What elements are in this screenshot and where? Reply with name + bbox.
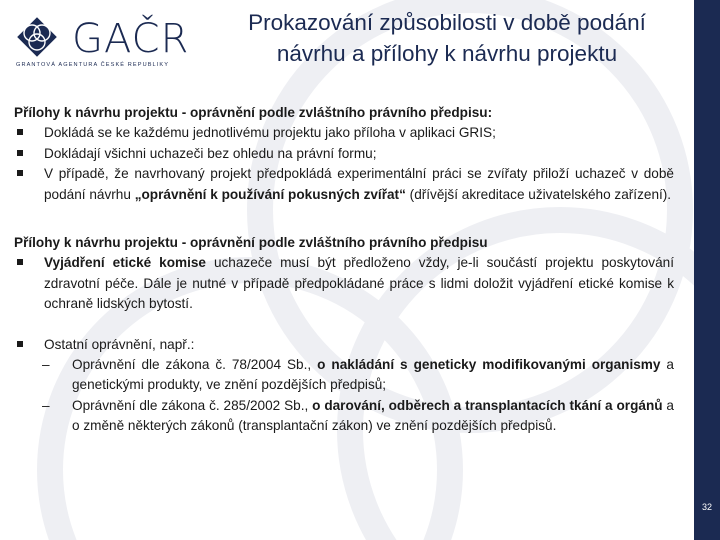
section2-heading: Přílohy k návrhu projektu - oprávnění podle zvláštního právního předpisu: [14, 235, 488, 251]
sub-item-transplant: [14, 396, 674, 437]
slide-content: [14, 103, 674, 437]
transplant-bold: o darování, odběrech a transplantacích tkání a orgánů: [312, 397, 663, 413]
gmo-suffix: a genetickými produkty, ve znění pozdějších předpisů;: [72, 357, 674, 393]
ethics-committee-bold: Vyjádření etické komise: [44, 255, 206, 271]
title-line-2: návrhu a přílohy k návrhu projektu: [276, 41, 618, 66]
logo-subtitle: GRANTOVÁ AGENTURA ČESKÉ REPUBLIKY: [16, 62, 170, 68]
bullet3-bold: „oprávnění k používání pokusných zvířat“: [134, 186, 406, 202]
transplant-suffix: a o změně některých zákonů (transplantační zákon) ve znění pozdějších předpisů.: [72, 397, 674, 434]
section1-bullet-1: Dokládá se ke každému jednotlivému projektu jako příloha v aplikaci GRIS;: [14, 123, 674, 143]
section1-bullet-2: Dokládají všichni uchazeči bez ohledu na právní formu;: [14, 144, 674, 164]
sub-item-gmo: [14, 355, 674, 396]
gmo-bold: o nakládání s geneticky modifikovanými organismy: [317, 357, 661, 373]
section1-bullet-3: [14, 164, 674, 205]
right-sidebar-bar: [694, 0, 720, 540]
gacr-logo: [14, 12, 190, 70]
gmo-prefix: Oprávnění dle zákona č. 78/2004 Sb.,: [72, 357, 318, 373]
page-title: [200, 7, 694, 69]
logo-wordmark: GAČR: [72, 16, 190, 62]
title-line-1: Prokazování způsobilosti v době podání: [248, 10, 646, 35]
section2-bullet-2: Ostatní oprávnění, např.:: [14, 335, 674, 355]
transplant-prefix: Oprávnění dle zákona č. 285/2002 Sb.,: [72, 397, 313, 413]
page-number: 32: [701, 502, 712, 512]
section1-heading: Přílohy k návrhu projektu - oprávnění podle zvláštního právního předpisu:: [14, 105, 493, 120]
ethics-committee-text: uchazeče musí být předloženo vždy, je-li součástí projektu poskytování zdravotní péče. Dále je nutné v případě předpokládané práce s lidmi doložit vyjádření etické komise k ochraně lidských bytostí.: [44, 255, 675, 312]
bullet3-suffix: (dřívější akreditace uživatelského zařízení).: [405, 186, 672, 202]
bullet3-prefix: V případě, že navrhovaný projekt předpokládá experimentální práci se zvířaty přiloží uchazeč v době podání návrhu: [44, 166, 674, 202]
section2-bullet-1: [14, 253, 674, 314]
logo-emblem-icon: [14, 14, 60, 60]
